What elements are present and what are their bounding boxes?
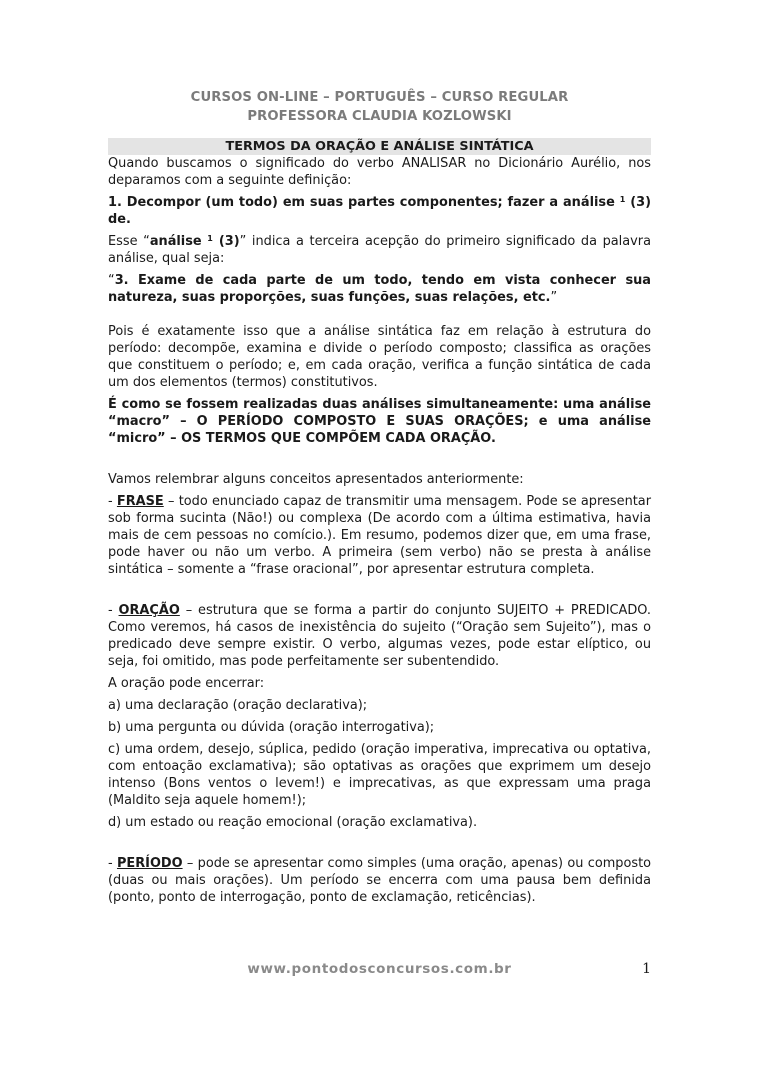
explanation-rest: ” indica a terceira acepção do primeiro significado da palavra análise, qual seja: xyxy=(108,234,651,266)
term-frase: FRASE xyxy=(116,494,164,509)
course-header-line2: PROFESSORA CLAUDIA KOZLOWSKI xyxy=(247,109,512,124)
term-oracao: ORAÇÃO xyxy=(118,603,180,618)
emphasis-paragraph: É como se fossem realizadas duas análises simultaneamente: uma análise “macro” – O PERÍODO COMPOSTO E SUAS ORAÇÕES; e uma análise “micro” – OS TERMOS QUE COMPÕEM CADA ORAÇÃO. xyxy=(108,397,651,446)
quote-close: ” xyxy=(550,290,558,305)
document-page xyxy=(108,88,651,906)
frase-definition xyxy=(108,493,651,578)
definition-1-superscript: 1 xyxy=(619,195,626,204)
list-item-c: c) uma ordem, desejo, súplica, pedido (oração imperativa, imprecativa ou optativa, com entoação exclamativa); são optativas as orações que exprimem um desejo intenso (Bons ventos o levem!) e imprecativas, as que expressam uma praga (Maldito seja aquele homem!); xyxy=(108,742,651,808)
definition-1-tail: (3) de. xyxy=(108,195,651,227)
frase-text: – todo enunciado capaz de transmitir uma mensagem. Pode se apresentar sob forma sucinta (Não!) ou complexa (De acordo com a última estimativa, havia mais de cem pessoas no comício.). Em resumo, podemos dizer que, em uma frase, pode haver ou não um verbo. A primeira (sem verbo) não se presta à análise sintática – somente a “frase oracional”, por apresentar estrutura completa. xyxy=(108,494,652,577)
definition-3 xyxy=(108,272,651,306)
oracao-definition xyxy=(108,602,651,670)
periodo-definition xyxy=(108,855,651,906)
page-number: 1 xyxy=(642,961,651,977)
intro-paragraph: Quando buscamos o significado do verbo ANALISAR no Dicionário Aurélio, nos deparamos com a seguinte definição: xyxy=(108,156,651,188)
term-superscript: 1 xyxy=(207,234,213,243)
definition-3-text: 3. Exame de cada parte de um todo, tendo em vista conhecer sua natureza, suas proporções, suas funções, suas relações, etc. xyxy=(108,273,651,305)
oracao-text: – estrutura que se forma a partir do conjunto SUJEITO + PREDICADO. Como veremos, há casos de inexistência do sujeito (“Oração sem Sujeito”), mas o predicado deve sempre existir. O verbo, algumas vezes, pode estar elíptico, ou seja, foi omitido, mas pode perfeitamente ser subentendido. xyxy=(108,603,651,669)
section-title: TERMOS DA ORAÇÃO E ANÁLISE SINTÁTICA xyxy=(108,138,651,155)
term-number: (3) xyxy=(212,234,240,249)
periodo-text: – pode se apresentar como simples (uma oração, apenas) ou composto (duas ou mais orações). Um período se encerra com uma pausa bem definida (ponto, ponto de interrogação, ponto de exclamação, reticências). xyxy=(108,856,652,905)
definition-1-text: 1. Decompor (um todo) em suas partes componentes; fazer a análise xyxy=(108,195,615,210)
term-analise: análise xyxy=(149,234,202,249)
definition-1 xyxy=(108,194,651,228)
list-item-b: b) uma pergunta ou dúvida (oração interrogativa); xyxy=(108,720,435,735)
list-item-a: a) uma declaração (oração declarativa); xyxy=(108,698,368,713)
dash-prefix: - xyxy=(108,603,119,618)
explanation-paragraph xyxy=(108,233,651,267)
analysis-paragraph: Pois é exatamente isso que a análise sintática faz em relação à estrutura do período: decompõe, examina e divide o período composto; classifica as orações que constituem o período; e, em cada oração, verifica a função sintática de cada um dos elementos (termos) constitutivos. xyxy=(108,324,651,390)
list-item-d: d) um estado ou reação emocional (oração exclamativa). xyxy=(108,815,478,830)
quote-open: “ xyxy=(108,273,115,288)
oracao-intro: A oração pode encerrar: xyxy=(108,676,265,691)
footer-url: www.pontodosconcursos.com.br xyxy=(247,961,512,977)
course-header-line1: CURSOS ON-LINE – PORTUGUÊS – CURSO REGULAR xyxy=(190,90,569,105)
term-periodo: PERÍODO xyxy=(116,856,183,871)
dash-prefix: - xyxy=(108,856,117,871)
quote-open: Esse “ xyxy=(108,234,150,249)
review-intro: Vamos relembrar alguns conceitos apresentados anteriormente: xyxy=(108,472,524,487)
page-footer xyxy=(108,961,651,981)
dash-prefix: - xyxy=(108,494,117,509)
